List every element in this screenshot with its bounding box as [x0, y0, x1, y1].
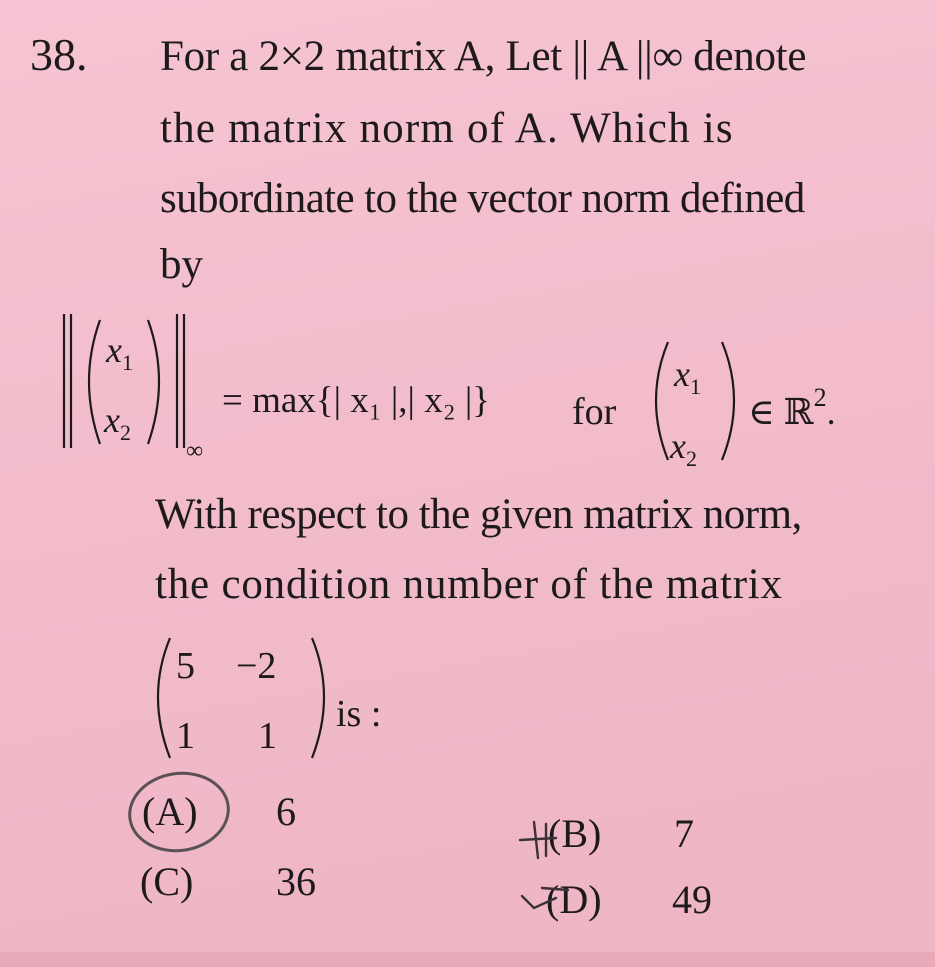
matrix-a12: −2 [236, 645, 277, 687]
real-space-member: ∈ ℝ$^2$. [748, 383, 836, 432]
option-c-label[interactable]: (C) [140, 859, 194, 904]
vector2-paren-left [656, 342, 668, 460]
page-edge [0, 952, 935, 967]
matrix-a21: 1 [176, 715, 195, 757]
question-line-2: the matrix norm of A. Which is [160, 105, 734, 152]
vector-paren-left [89, 320, 100, 444]
question-line-3: subordinate to the vector norm defined [160, 175, 805, 222]
option-b-label[interactable]: (B) [548, 811, 602, 856]
matrix-a22: 1 [258, 715, 277, 757]
matrix-a11: 5 [176, 645, 195, 687]
question-line-4: by [160, 241, 203, 288]
matrix-paren-left [158, 638, 170, 758]
vector2-bottom-entry: $x_2$ [670, 426, 697, 471]
matrix-suffix: is : [336, 693, 382, 735]
question-line-1: For a 2×2 matrix A, Let || A ||∞ denote [160, 33, 807, 80]
question-number: 38. [30, 29, 88, 80]
matrix [140, 630, 440, 770]
vector-bottom-entry: $x_2$ [104, 400, 131, 445]
norm-subscript: ∞ [186, 438, 204, 464]
matrix-paren-right [312, 638, 324, 758]
option-a-value: 6 [276, 789, 296, 834]
for-word: for [572, 391, 617, 433]
vector2-top-entry: $x_1$ [674, 354, 701, 399]
option-d-value: 49 [672, 877, 712, 922]
norm-formula [0, 300, 935, 490]
pencil-strike-marks [512, 810, 582, 920]
max-expression: = max{| x₁ |,| x₂ |} [222, 380, 491, 421]
question-line-5: With respect to the given matrix norm, [155, 491, 802, 538]
vector2-paren-right [722, 342, 734, 460]
question-line-6: the condition number of the matrix [155, 561, 783, 608]
option-c-value: 36 [276, 859, 316, 904]
vector-paren-right [148, 320, 159, 444]
option-b-value: 7 [674, 811, 694, 856]
option-a-label[interactable]: (A) [142, 789, 198, 834]
vector-top-entry: $x_1$ [106, 330, 133, 375]
option-d-label[interactable]: (D) [546, 877, 602, 922]
